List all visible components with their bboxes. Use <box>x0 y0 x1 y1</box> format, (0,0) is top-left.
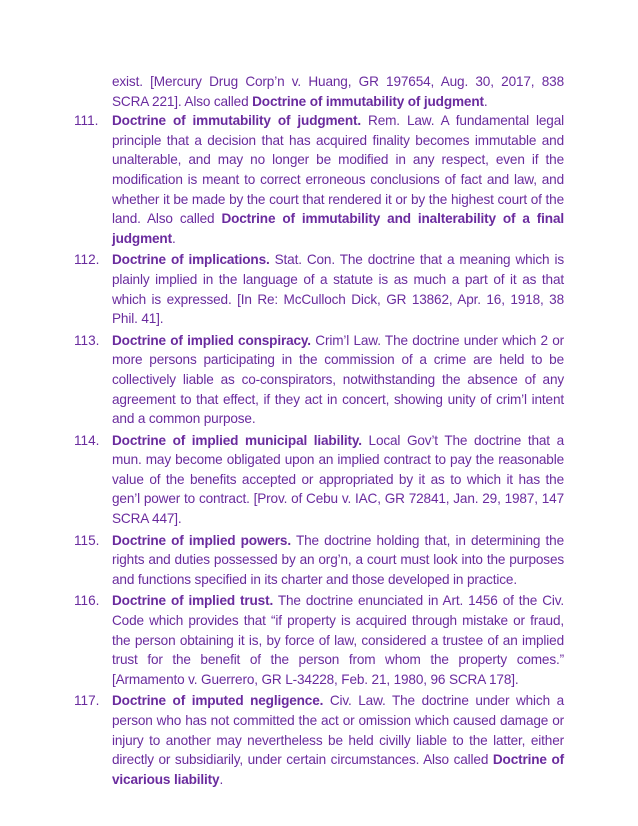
entry-number: 115. <box>74 532 100 548</box>
entry-text <box>112 72 564 111</box>
entry-117 <box>74 691 564 789</box>
entry-115 <box>74 531 564 590</box>
entry-text <box>112 431 564 529</box>
also-called-term: Doctrine of immutability and inalterability of a final judgment <box>112 211 564 246</box>
entry-term: Doctrine of immutability of judgment. <box>112 113 361 129</box>
entry-body: The doctrine holding that, in determining the rights and duties possessed by an org’n, a court must look into the purposes and functions specified in its charter and those developed in practice. <box>112 532 564 587</box>
entry-text <box>112 591 564 689</box>
entry-116 <box>74 591 564 689</box>
entry-text <box>112 250 564 328</box>
entry-term: Doctrine of implied municipal liability. <box>112 432 362 448</box>
entry-text <box>112 331 564 429</box>
entry-term: Doctrine of imputed negligence. <box>112 693 324 709</box>
entry-number: 116. <box>74 593 100 609</box>
entry-term: Doctrine of implied trust. <box>112 593 274 609</box>
entry-body: Crim’l Law. The doctrine under which 2 or more persons participating in the commission of a crime are held to be collectively liable as co-conspirators, notwithstanding the absence of any agreement to that effect, if they act in concert, showing unity of crim’l intent and a common purpose. <box>112 332 564 427</box>
entry-number: 111. <box>74 113 99 129</box>
entry-body: exist. [Mercury Drug Corp’n v. Huang, GR 197654, Aug. 30, 2017, 838 SCRA 221]. Also called <box>112 74 564 109</box>
entry-number: 113. <box>74 332 100 348</box>
entry-number: 114. <box>74 432 100 448</box>
entry-114 <box>74 431 564 529</box>
entry-number: 117. <box>74 693 100 709</box>
entry-text <box>112 691 564 789</box>
entry-body: The doctrine enunciated in Art. 1456 of the Civ. Code which provides that “if property is acquired through mistake or fraud, the person obtaining it is, by force of law, considered a trustee of an implied trust for the benefit of the person from whom the property comes.” [Armamento v. Guerrero, GR L-34228, Feb. 21, 1980, 96 SCRA 178]. <box>112 593 564 687</box>
entry-end: . <box>219 771 224 787</box>
entry-end: . <box>483 93 488 109</box>
continued-entry <box>74 72 564 111</box>
entry-term: Doctrine of implied conspiracy. <box>112 332 311 348</box>
entry-text <box>112 531 564 590</box>
entry-body: Stat. Con. The doctrine that a meaning which is plainly implied in the language of a statute is as much a part of it as that which is expressed. [In Re: McCulloch Dick, GR 13862, Apr. 16, 1918, 38 Phil. 41]. <box>112 252 564 327</box>
entry-body: Civ. Law. The doctrine under which a person who has not committed the act or omission which caused damage or injury to another may nevertheless be held civilly liable to the latter, either directly or subsidiarily, under certain circumstances. Also called <box>112 693 565 768</box>
entry-body: Local Gov’t The doctrine that a mun. may become obligated upon an implied contract to pay the reasonable value of the benefits accepted or appropriated by it as to which it has the gen’l power to contract. [Prov. of Cebu v. IAC, GR 72841, Jan. 29, 1987, 147 SCRA 447]. <box>112 432 564 527</box>
entry-112 <box>74 250 564 328</box>
entry-number: 112. <box>74 252 100 268</box>
entry-111 <box>74 111 564 248</box>
entry-end: . <box>171 230 176 246</box>
entry-term: Doctrine of implied powers. <box>112 532 291 548</box>
entry-term: Doctrine of implications. <box>112 252 270 268</box>
also-called-term: Doctrine of immutability of judgment <box>252 93 484 109</box>
entry-body: Rem. Law. A fundamental legal principle that a decision that has acquired finality becomes immutable and unalterable, and may no longer be modified in any respect, even if the modification is meant to correct erroneous conclusions of fact and law, and whether it be made by the court that rendered it or by the highest court of the land. Also called <box>112 113 564 227</box>
also-called-term: Doctrine of vicarious liability <box>112 752 564 787</box>
entry-list <box>74 72 564 791</box>
entry-113 <box>74 331 564 429</box>
entry-text <box>112 111 564 248</box>
